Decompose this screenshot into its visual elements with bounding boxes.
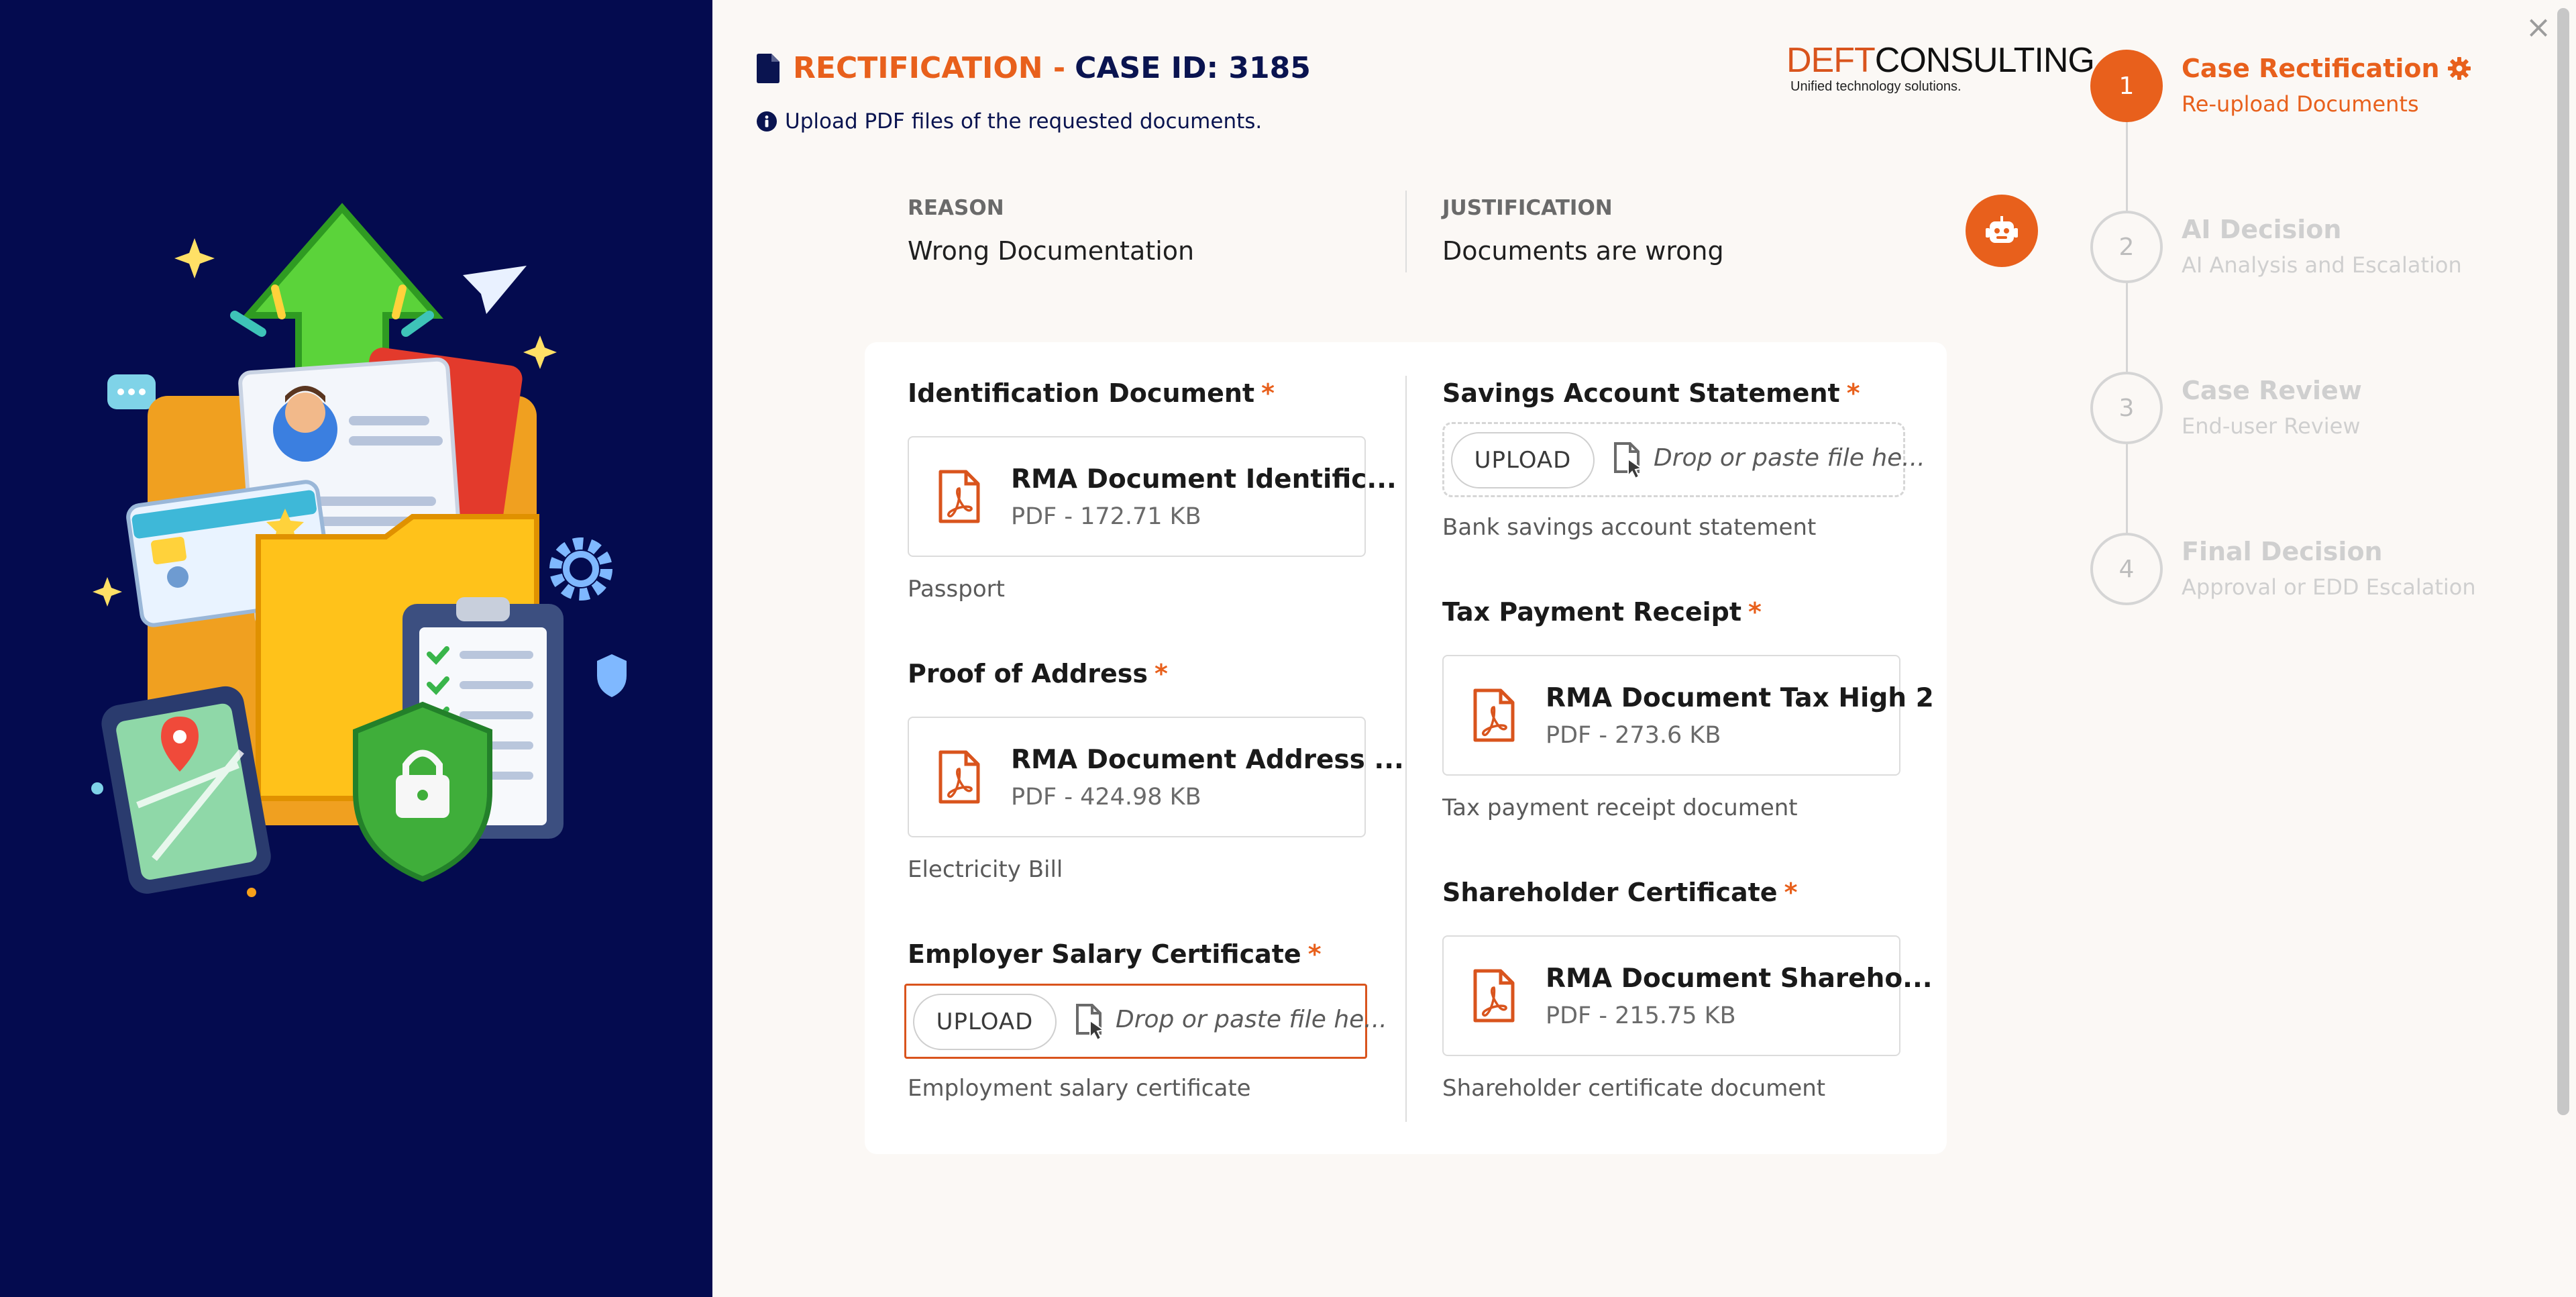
step-ai-decision — [2090, 211, 2520, 284]
identification-label — [908, 378, 1275, 408]
shareholder-label — [1442, 878, 1797, 907]
upload-button[interactable]: UPLOAD — [913, 994, 1057, 1050]
savings-description: Bank savings account statement — [1442, 514, 1817, 541]
tax-file[interactable] — [1442, 655, 1934, 776]
upload-button[interactable]: UPLOAD — [1451, 432, 1595, 488]
required-marker: * — [1784, 878, 1798, 907]
column-divider — [1405, 376, 1407, 1122]
identification-label-text: Identification Document — [908, 378, 1255, 408]
step-title-text: Case Rectification — [2182, 54, 2440, 83]
step-number: 4 — [2090, 533, 2163, 605]
salary-label — [908, 939, 1322, 969]
step-subtitle: AI Analysis and Escalation — [2182, 252, 2462, 278]
company-logo — [1786, 41, 2094, 97]
shareholder-description: Shareholder certificate document — [1442, 1075, 1826, 1102]
logo-consulting: CONSULTING — [1874, 41, 2094, 80]
required-marker: * — [1307, 939, 1322, 969]
ai-assistant-button[interactable] — [1966, 195, 2038, 267]
address-label-text: Proof of Address — [908, 659, 1148, 688]
info-icon — [757, 111, 777, 132]
reason-value: Wrong Documentation — [908, 236, 1195, 266]
drop-hint: Drop or paste file he... — [1116, 1006, 1387, 1033]
case-id: CASE ID: 3185 — [1075, 51, 1311, 85]
step-title — [2182, 54, 2472, 83]
shareholder-label-text: Shareholder Certificate — [1442, 878, 1778, 907]
subtitle-text: Upload PDF files of the requested documents. — [785, 109, 1263, 134]
step-subtitle: End-user Review — [2182, 413, 2361, 439]
savings-upload-zone[interactable] — [1442, 422, 1925, 497]
file-name: RMA Document Shareho... — [1546, 964, 1933, 994]
page-subtitle — [757, 109, 1262, 134]
justification-label: JUSTIFICATION — [1442, 196, 1613, 220]
tax-description: Tax payment receipt document — [1442, 794, 1798, 821]
divider — [1405, 191, 1407, 272]
step-subtitle: Re-upload Documents — [2182, 91, 2419, 117]
file-meta: PDF - 172.71 KB — [1011, 503, 1201, 530]
required-marker: * — [1155, 659, 1168, 688]
tax-label — [1442, 597, 1762, 627]
justification-value: Documents are wrong — [1442, 236, 1724, 266]
scrollbar[interactable] — [2557, 8, 2569, 1115]
documents-upload-illustration — [0, 0, 712, 1297]
step-number: 3 — [2090, 372, 2163, 444]
salary-upload-zone[interactable] — [904, 984, 1387, 1059]
file-name: RMA Document Tax High 2 — [1546, 683, 1934, 713]
robot-icon — [1984, 216, 2019, 246]
close-icon[interactable]: × — [2525, 9, 2552, 45]
address-file[interactable] — [908, 717, 1404, 837]
file-name: RMA Document Identific... — [1011, 464, 1397, 495]
file-cursor-icon — [1075, 1003, 1106, 1043]
required-marker: * — [1846, 378, 1860, 408]
logo-tagline: Unified technology solutions. — [1790, 79, 1962, 94]
pdf-icon — [1473, 969, 1515, 1023]
savings-label — [1442, 378, 1860, 408]
required-marker: * — [1748, 597, 1762, 627]
progress-stepper — [2090, 50, 2520, 627]
illustration-panel — [0, 0, 712, 1297]
logo-deft: DEFT — [1786, 41, 1875, 80]
step-case-rectification[interactable] — [2090, 50, 2520, 123]
identification-file[interactable] — [908, 436, 1397, 557]
required-marker: * — [1261, 378, 1275, 408]
step-number: 1 — [2090, 50, 2163, 122]
address-label — [908, 659, 1168, 688]
justification-block — [1442, 196, 1724, 266]
pdf-icon — [938, 750, 980, 804]
reason-label: REASON — [908, 196, 1004, 220]
file-meta: PDF - 424.98 KB — [1011, 784, 1201, 811]
pdf-icon — [938, 470, 980, 523]
identification-description: Passport — [908, 576, 1005, 603]
step-case-review — [2090, 372, 2520, 446]
step-subtitle: Approval or EDD Escalation — [2182, 574, 2476, 600]
drop-hint: Drop or paste file he... — [1654, 444, 1925, 472]
pdf-icon — [1473, 688, 1515, 742]
file-cursor-icon — [1613, 442, 1644, 482]
salary-label-text: Employer Salary Certificate — [908, 939, 1301, 969]
reason-block — [908, 196, 1194, 266]
stepper-line — [2126, 119, 2128, 589]
step-final-decision — [2090, 533, 2520, 607]
page-header — [757, 51, 1311, 85]
tax-label-text: Tax Payment Receipt — [1442, 597, 1742, 627]
gear-icon[interactable] — [2447, 56, 2472, 81]
page-title-prefix: RECTIFICATION - — [793, 51, 1066, 85]
document-icon — [757, 54, 780, 83]
step-title: Case Review — [2182, 376, 2362, 405]
savings-label-text: Savings Account Statement — [1442, 378, 1840, 408]
address-description: Electricity Bill — [908, 856, 1063, 883]
salary-description: Employment salary certificate — [908, 1075, 1251, 1102]
file-meta: PDF - 273.6 KB — [1546, 722, 1721, 749]
shareholder-file[interactable] — [1442, 935, 1933, 1056]
step-title: AI Decision — [2182, 215, 2342, 244]
step-title: Final Decision — [2182, 537, 2383, 566]
file-name: RMA Document Address ... — [1011, 745, 1404, 775]
file-meta: PDF - 215.75 KB — [1546, 1002, 1736, 1029]
step-number: 2 — [2090, 211, 2163, 283]
